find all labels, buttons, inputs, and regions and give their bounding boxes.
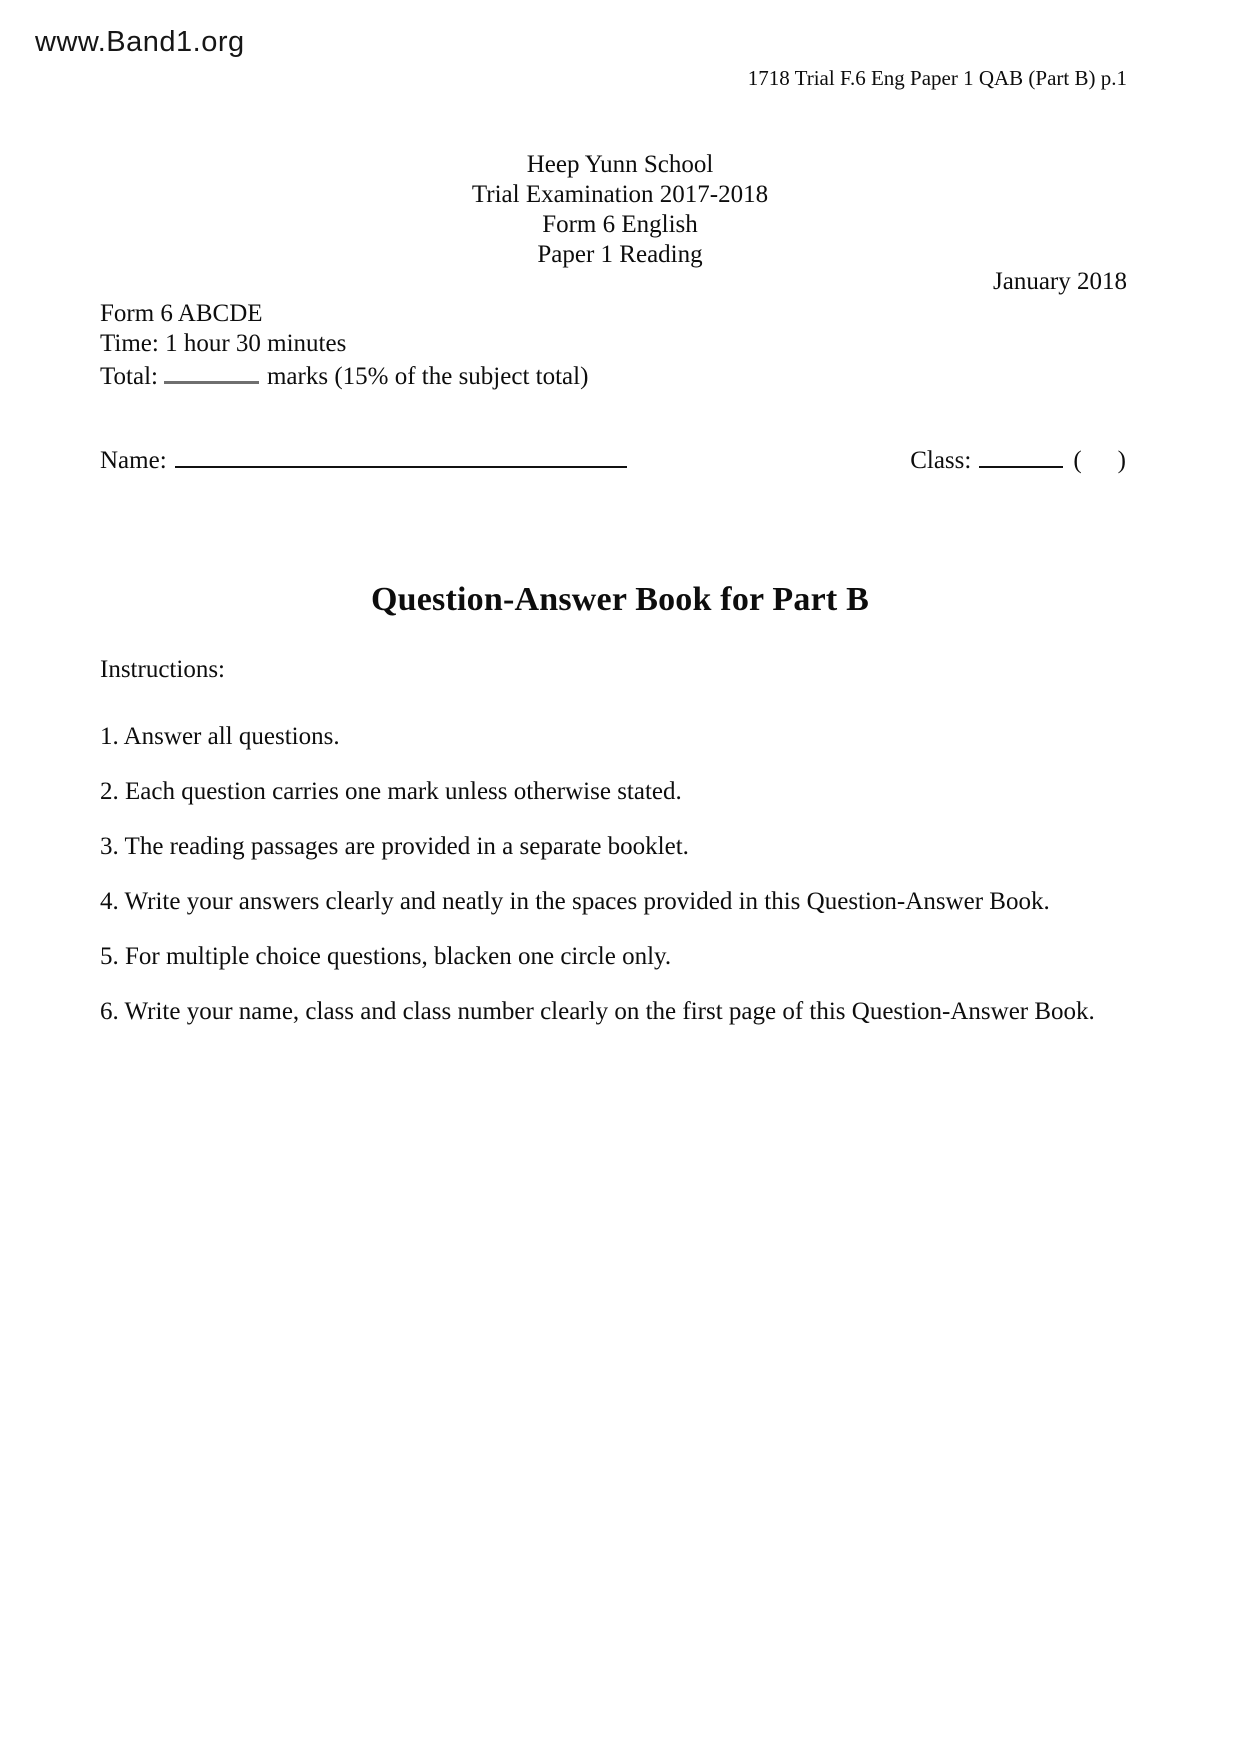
name-class-row: [100, 444, 1126, 475]
instructions-list: [100, 722, 1130, 1052]
instruction-item: 2. Each question carries one mark unless otherwise stated.: [100, 778, 682, 805]
site-watermark: www.Band1.org: [35, 26, 245, 58]
class-field: [910, 444, 1126, 475]
exam-name: Trial Examination 2017-2018: [471, 181, 769, 208]
instruction-item: 5. For multiple choice questions, blacken one circle only.: [100, 943, 672, 970]
class-label: Class:: [910, 447, 972, 474]
name-blank-line: [175, 444, 627, 468]
instruction-item: 3. The reading passages are provided in a separate booklet.: [100, 833, 689, 860]
booklet-title: Question-Answer Book for Part B: [371, 581, 869, 618]
total-marks-blank: [164, 359, 259, 384]
name-label: Name:: [100, 447, 167, 474]
total-marks-line: [100, 359, 588, 392]
instructions-heading: Instructions:: [100, 656, 225, 683]
form-class-line: Form 6 ABCDE: [100, 300, 263, 327]
total-label: Total:: [100, 363, 158, 390]
form-subject: Form 6 English: [542, 211, 698, 238]
page-header-reference: 1718 Trial F.6 Eng Paper 1 QAB (Part B) p.1: [747, 66, 1127, 90]
name-field: [100, 444, 627, 475]
exam-date: January 2018: [993, 268, 1127, 295]
class-number-paren-open: (: [1073, 447, 1082, 474]
school-name: Heep Yunn School: [526, 151, 714, 178]
total-suffix: marks (15% of the subject total): [266, 363, 589, 390]
instruction-item: 4. Write your answers clearly and neatly in the spaces provided in this Question-Answer Book.: [100, 888, 1050, 915]
class-number-paren-close: ): [1117, 447, 1126, 474]
instruction-item: 6. Write your name, class and class number clearly on the first page of this Question-Answer Book.: [100, 998, 1095, 1025]
paper-name: Paper 1 Reading: [537, 241, 703, 268]
exam-info-block: [100, 299, 588, 392]
time-line: Time: 1 hour 30 minutes: [100, 330, 347, 357]
exam-title-block: [0, 150, 1240, 270]
class-blank-line: [979, 444, 1063, 468]
instruction-item: 1. Answer all questions.: [100, 723, 340, 750]
